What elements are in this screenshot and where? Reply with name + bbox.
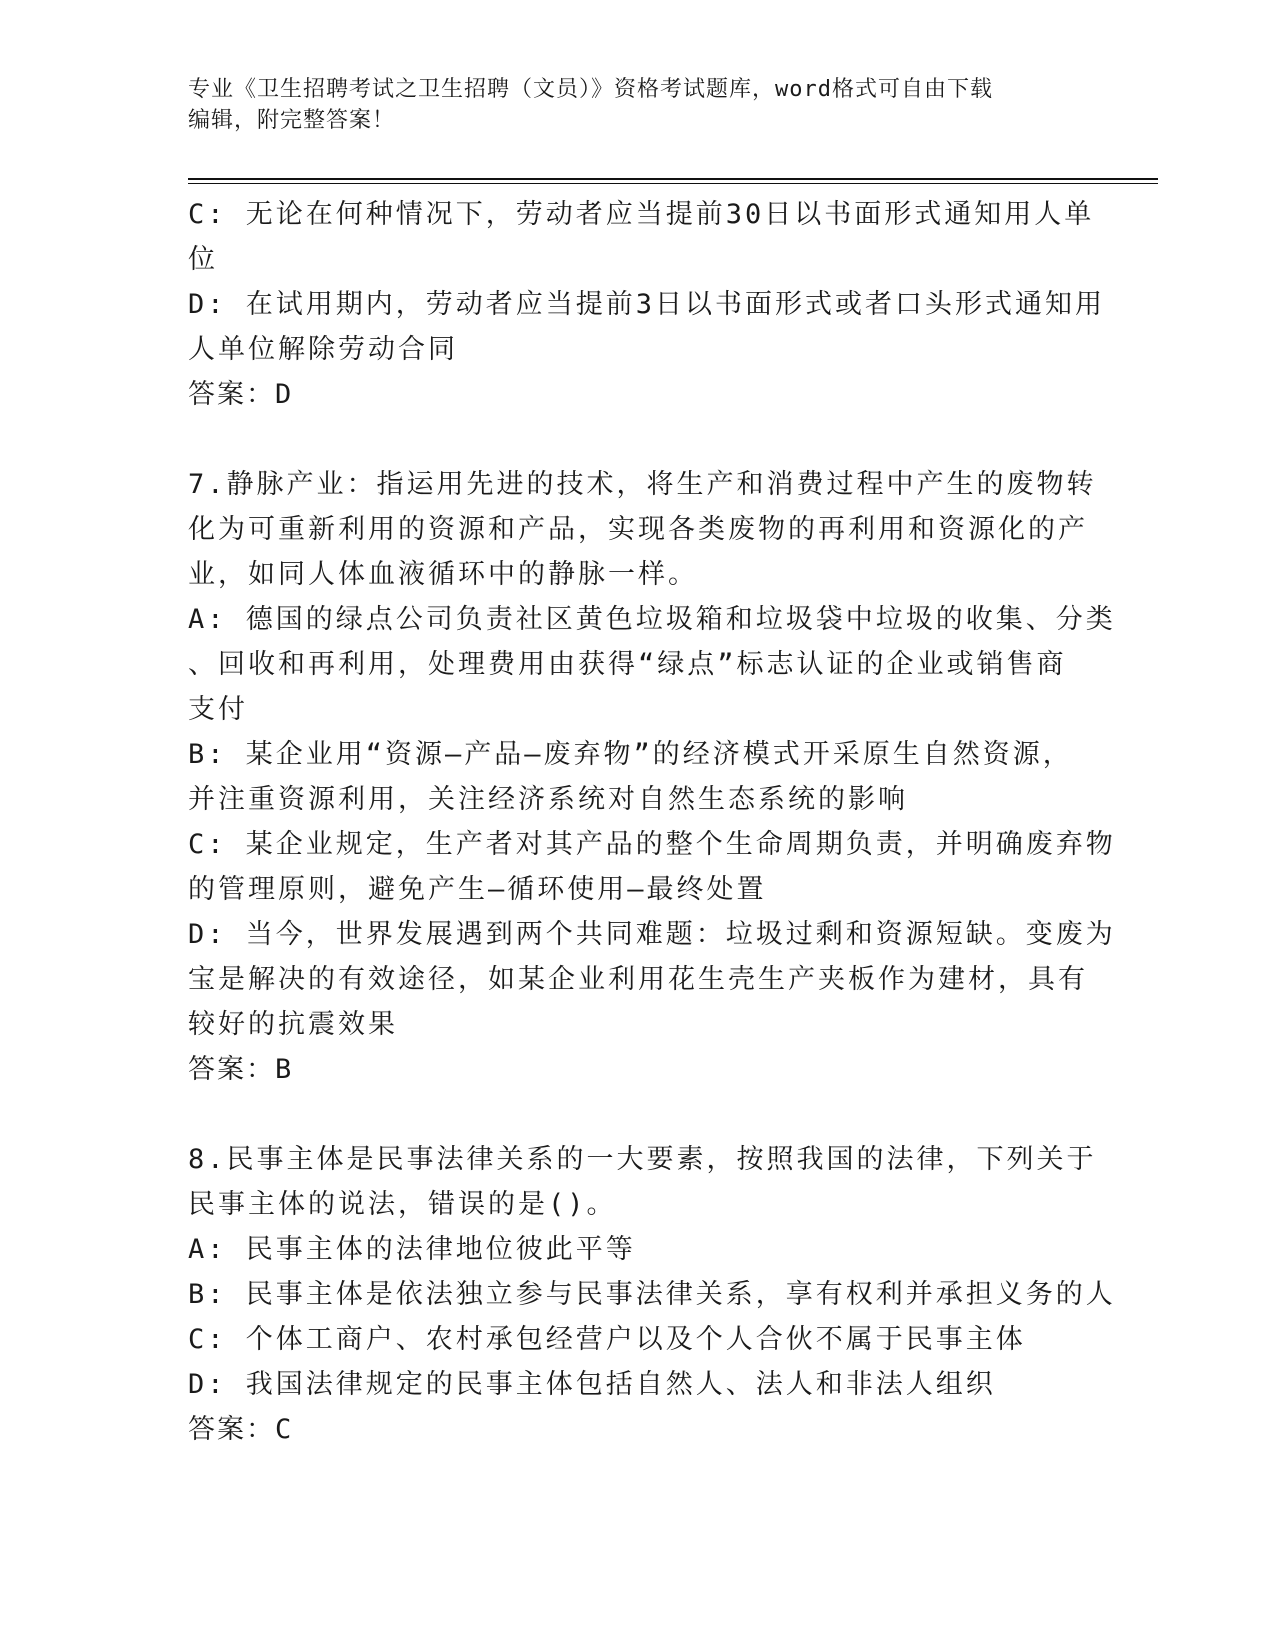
question-stem <box>188 1137 1097 1227</box>
option-line: 支付 <box>188 694 248 725</box>
option-line: 位 <box>188 244 218 275</box>
option-line: D: 当今，世界发展遇到两个共同难题：垃圾过剩和资源短缺。变废为 <box>188 919 1116 950</box>
option-c <box>188 822 1116 912</box>
option-line: 较好的抗震效果 <box>188 1009 398 1040</box>
question-stem <box>188 462 1097 597</box>
option-line: C: 无论在何种情况下，劳动者应当提前30日以书面形式通知用人单 <box>188 199 1095 230</box>
stem-line: 民事主体的说法，错误的是()。 <box>188 1189 617 1220</box>
option-line: A: 德国的绿点公司负责社区黄色垃圾箱和垃圾袋中垃圾的收集、分类 <box>188 604 1116 635</box>
answer-label: 答案：B <box>188 1054 294 1085</box>
option-a <box>188 1227 1088 1272</box>
stem-line: 7.静脉产业：指运用先进的技术，将生产和消费过程中产生的废物转 <box>188 469 1097 500</box>
header-divider-thick <box>188 178 1158 180</box>
option-b <box>188 1272 1116 1317</box>
option-line: 人单位解除劳动合同 <box>188 334 458 365</box>
option-line: A: 民事主体的法律地位彼此平等 <box>188 1234 636 1265</box>
option-d <box>188 912 1116 1047</box>
option-a <box>188 597 1116 732</box>
option-line: 并注重资源利用，关注经济系统对自然生态系统的影响 <box>188 784 908 815</box>
stem-line: 8.民事主体是民事法律关系的一大要素，按照我国的法律，下列关于 <box>188 1144 1097 1175</box>
option-line: 、回收和再利用，处理费用由获得“绿点”标志认证的企业或销售商 <box>188 649 1067 680</box>
option-c <box>188 192 1095 282</box>
header-line-1: 专业《卫生招聘考试之卫生招聘（文员）》资格考试题库，word格式可自由下载 <box>188 77 993 102</box>
option-d <box>188 282 1106 372</box>
question-8 <box>188 1137 1116 1452</box>
question-6-tail <box>188 192 1106 417</box>
answer-label: 答案：D <box>188 379 294 410</box>
option-line: D: 在试用期内，劳动者应当提前3日以书面形式或者口头形式通知用 <box>188 289 1106 320</box>
option-d <box>188 1362 1088 1407</box>
option-line: C: 某企业规定，生产者对其产品的整个生命周期负责，并明确废弃物 <box>188 829 1116 860</box>
header-line-2: 编辑，附完整答案！ <box>188 108 396 133</box>
stem-line: 化为可重新利用的资源和产品，实现各类废物的再利用和资源化的产 <box>188 514 1088 545</box>
answer-label: 答案：C <box>188 1414 294 1445</box>
spacer <box>188 1092 1088 1137</box>
question-7 <box>188 462 1116 1092</box>
header-divider-thin <box>188 183 1158 184</box>
option-line: B: 某企业用“资源—产品—废弃物”的经济模式开采原生自然资源， <box>188 739 1073 770</box>
option-line: B: 民事主体是依法独立参与民事法律关系，享有权利并承担义务的人 <box>188 1279 1116 1310</box>
option-line: 宝是解决的有效途径，如某企业利用花生壳生产夹板作为建材，具有 <box>188 964 1088 995</box>
stem-line: 业，如同人体血液循环中的静脉一样。 <box>188 559 698 590</box>
document-header <box>188 74 1068 136</box>
spacer <box>188 417 1088 462</box>
document-body <box>188 192 1116 1452</box>
option-c <box>188 1317 1088 1362</box>
option-line: D: 我国法律规定的民事主体包括自然人、法人和非法人组织 <box>188 1369 996 1400</box>
option-line: 的管理原则，避免产生—循环使用—最终处置 <box>188 874 767 905</box>
option-line: C: 个体工商户、农村承包经营户以及个人合伙不属于民事主体 <box>188 1324 1026 1355</box>
option-b <box>188 732 1088 822</box>
